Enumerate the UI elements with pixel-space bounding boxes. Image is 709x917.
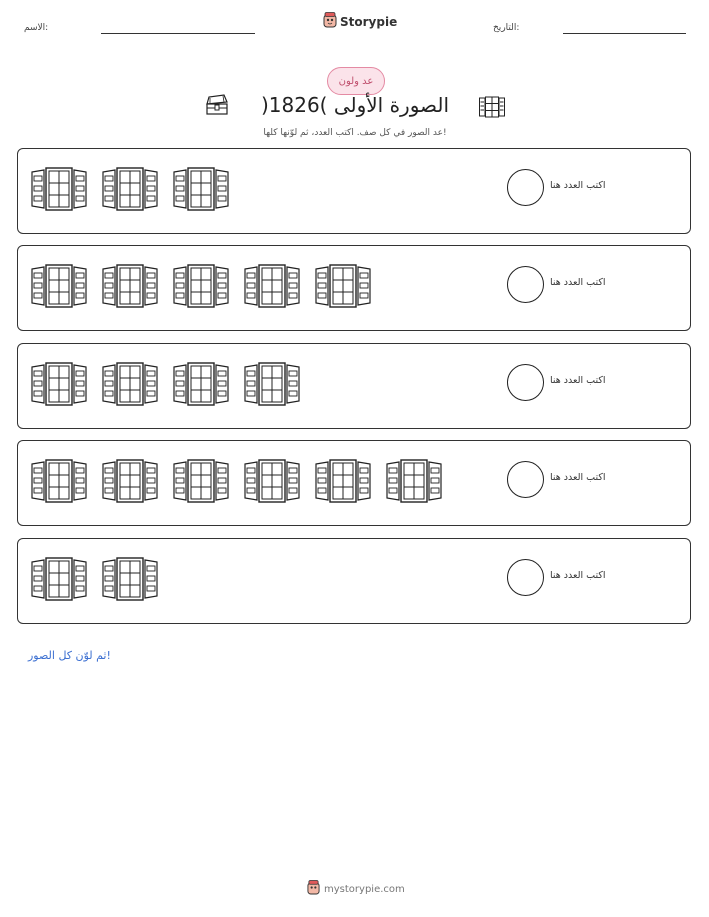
window-shutters-icon bbox=[30, 556, 88, 602]
window-shutters-icon bbox=[243, 361, 301, 407]
window-shutters-icon bbox=[172, 458, 230, 504]
window-shutters-icon bbox=[101, 361, 159, 407]
window-shutters-icon bbox=[314, 263, 372, 309]
storypie-mascot-icon bbox=[323, 12, 337, 32]
date-label: التاريخ: bbox=[493, 23, 520, 33]
window-shutters-icon bbox=[172, 361, 230, 407]
page-title: الصورة الأولى )1826( bbox=[260, 93, 450, 117]
window-shutters-icon bbox=[101, 263, 159, 309]
write-number-prompt: اكتب العدد هنا bbox=[550, 570, 606, 581]
answer-circle[interactable] bbox=[507, 364, 544, 401]
counting-row bbox=[17, 148, 691, 234]
write-number-prompt: اكتب العدد هنا bbox=[550, 375, 606, 386]
picture-group bbox=[30, 361, 301, 407]
window-icon bbox=[478, 95, 506, 123]
answer-circle[interactable] bbox=[507, 169, 544, 206]
window-shutters-icon bbox=[243, 458, 301, 504]
footer-url[interactable]: mystorypie.com bbox=[324, 883, 405, 895]
picture-group bbox=[30, 458, 443, 504]
treasure-chest-icon bbox=[204, 94, 230, 120]
window-shutters-icon bbox=[314, 458, 372, 504]
name-label: الاسم: bbox=[24, 23, 49, 33]
picture-group bbox=[30, 263, 372, 309]
answer-circle[interactable] bbox=[507, 559, 544, 596]
answer-circle[interactable] bbox=[507, 461, 544, 498]
write-number-prompt: اكتب العدد هنا bbox=[550, 180, 606, 191]
picture-group bbox=[30, 166, 230, 212]
brand-name: Storypie bbox=[340, 15, 398, 29]
counting-row bbox=[17, 343, 691, 429]
picture-group bbox=[30, 556, 159, 602]
write-number-prompt: اكتب العدد هنا bbox=[550, 277, 606, 288]
window-shutters-icon bbox=[385, 458, 443, 504]
counting-row bbox=[17, 538, 691, 624]
window-shutters-icon bbox=[30, 458, 88, 504]
storypie-logo bbox=[323, 12, 397, 32]
instructions: عد الصور في كل صف. اكتب العدد، ثم لوّنها كلها! bbox=[263, 128, 447, 138]
date-line[interactable] bbox=[563, 33, 686, 34]
footer bbox=[307, 880, 405, 898]
window-shutters-icon bbox=[101, 166, 159, 212]
name-line[interactable] bbox=[101, 33, 255, 34]
counting-row bbox=[17, 440, 691, 526]
write-number-prompt: اكتب العدد هنا bbox=[550, 472, 606, 483]
counting-row bbox=[17, 245, 691, 331]
window-shutters-icon bbox=[101, 458, 159, 504]
answer-circle[interactable] bbox=[507, 266, 544, 303]
window-shutters-icon bbox=[101, 556, 159, 602]
window-shutters-icon bbox=[172, 263, 230, 309]
storypie-mascot-icon bbox=[307, 880, 320, 898]
window-shutters-icon bbox=[30, 166, 88, 212]
window-shutters-icon bbox=[30, 361, 88, 407]
footer-instruction: ثم لوّن كل الصور! bbox=[28, 649, 111, 662]
window-shutters-icon bbox=[243, 263, 301, 309]
window-shutters-icon bbox=[172, 166, 230, 212]
window-shutters-icon bbox=[30, 263, 88, 309]
count-and-color-badge: عد ولون bbox=[327, 67, 385, 95]
